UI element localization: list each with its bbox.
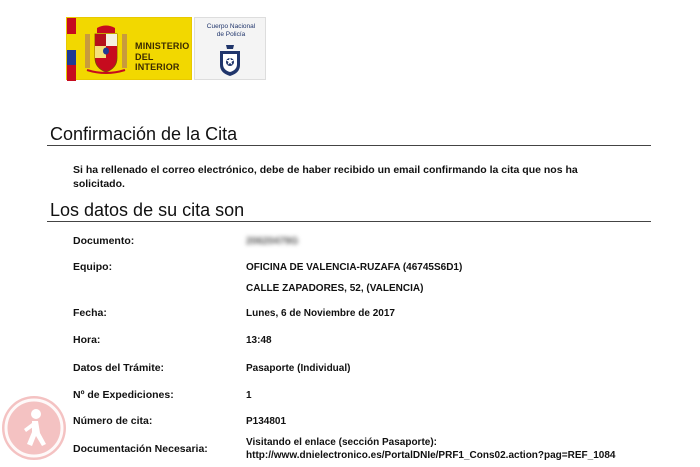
confirmation-title: Confirmación de la Cita [50, 124, 238, 144]
police-title-line1: Cuerpo Nacional [206, 23, 256, 30]
ministerio-logo [66, 17, 192, 80]
equipo-label: Equipo: [73, 261, 113, 273]
fecha-label: Fecha: [73, 307, 107, 319]
equipo-value-office: OFICINA DE VALENCIA-RUZAFA (46745S6D1) [246, 262, 463, 273]
tramite-label: Datos del Trámite: [73, 362, 165, 374]
police-title [199, 23, 263, 39]
numero-cita-label: Número de cita: [73, 415, 153, 427]
coat-of-arms-icon [81, 24, 131, 76]
documento-value: 20620479G [246, 236, 299, 247]
details-title: Los datos de su cita son [50, 200, 245, 220]
police-badge-icon [217, 43, 243, 77]
section-divider [47, 221, 651, 222]
tramite-value: Pasaporte (Individual) [246, 363, 351, 374]
confirmation-message-line1: Si ha rellenado el correo electrónico, debe de haber recibido un email confirmando la cita que nos ha [73, 164, 578, 176]
documentacion-label: Documentación Necesaria: [73, 443, 208, 455]
confirmation-message-line2: solicitado. [73, 177, 125, 190]
section-divider [47, 145, 651, 146]
ministry-title-line2: DEL INTERIOR [135, 52, 180, 72]
expediciones-value: 1 [246, 390, 252, 401]
fecha-value: Lunes, 6 de Noviembre de 2017 [246, 308, 395, 319]
equipo-value-address: CALLE ZAPADORES, 52, (VALENCIA) [246, 283, 424, 294]
documentacion-link[interactable]: http://www.dnielectronico.es/PortalDNIe/PRF1_Cons02.action?pag=REF_1084 [246, 450, 616, 461]
hora-label: Hora: [73, 334, 101, 346]
police-title-line2: de Policía [216, 31, 246, 38]
confirmation-message [73, 164, 633, 191]
watermark-logo [2, 396, 66, 460]
expediciones-label: Nº de Expediciones: [73, 389, 174, 401]
ministry-title-line1: MINISTERIO [135, 41, 190, 51]
documentacion-value-intro: Visitando el enlace (sección Pasaporte): [246, 437, 437, 448]
hora-value: 13:48 [246, 335, 272, 346]
policia-logo [194, 17, 266, 80]
documento-label: Documento: [73, 235, 135, 247]
numero-cita-value: P134801 [246, 416, 287, 427]
walking-person-icon [2, 396, 66, 460]
flag-stripe [67, 18, 76, 81]
